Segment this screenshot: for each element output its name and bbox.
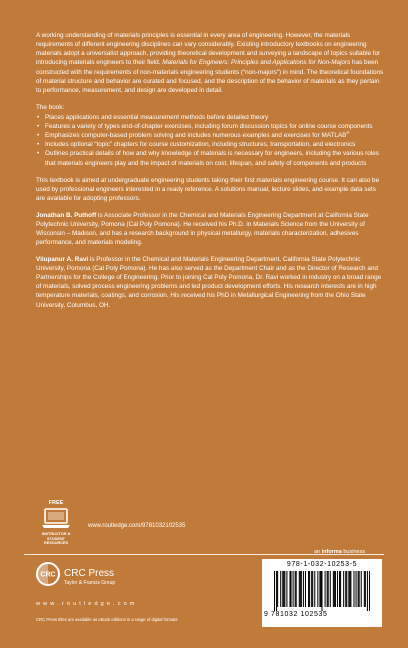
isbn-number: 978-1-032-10253-5: [286, 561, 358, 568]
free-label: FREE: [48, 500, 64, 506]
feature-item: • Features a variety of types end-of-chapter exercises, including forum discussion topics for online course components: [36, 122, 384, 131]
author-bio-text: is Associate Professor in the Chemical and Materials Engineering Department at California State Polytechnic University, Pomona (Cal Poly Pomona). He received his Ph.D. in Materials Science from the University of Wisconsin – Madison, and has a research background in physical metallurgy, materials characterization, adhesives performance, and materials modeling.: [36, 211, 369, 247]
feature-item: • Outlines practical details of how and why knowledge of materials is necessary for engineers, including the various roles that materials engineers play and the impact of materials on cost, lifespan, and safety of components and products: [36, 149, 384, 167]
crc-logo-text: CRC: [40, 571, 56, 579]
features-heading: The book:: [36, 103, 65, 111]
informa-suffix: business: [341, 549, 366, 555]
publisher-url[interactable]: w w w . r o u t l e d g e . c o m: [36, 601, 136, 607]
feature-item-text: Emphasizes computer-based problem solving and includes numerous examples and exercises for MATLAB: [45, 132, 347, 140]
registered-mark: ®: [346, 130, 350, 136]
audience-paragraph: This textbook is aimed at undergraduate engineering students taking their first materials engineering course. It can also be used by professional engineers interested in a ready reference. A solutions manual, lecture slides, and example data sets are available for adopting professors.: [36, 176, 380, 202]
author-bio: [36, 211, 384, 248]
cover-copy: [36, 31, 384, 317]
barcode-digits: 9 781032 102535: [264, 611, 328, 618]
resources-line-1: INSTRUCTOR & STUDENT: [41, 532, 71, 541]
crc-press-logo-icon: [36, 562, 60, 586]
free-resources-badge: [36, 500, 76, 544]
feature-item: • Includes optional “topic” chapters for course customization, including structures, transportation, and electronics: [36, 140, 384, 149]
feature-item: [36, 131, 384, 140]
informa-prefix: an: [314, 549, 322, 555]
author-name: Jonathan B. Puthoff: [36, 211, 97, 219]
intro-paragraph: [36, 31, 384, 95]
book-url[interactable]: www.routledge.com/9781032102535: [88, 523, 186, 529]
resources-line-2: RESOURCES: [43, 541, 69, 545]
author-name: Vilupanur A. Ravi: [36, 255, 89, 263]
intro-text-1: A working understanding of materials principles is essential in every area of engineering. However, the materials requirements of different engineering disciplines can vary considerably. Existing introductory textbooks on engineering materials adopt a universalist approach, providing theoretical development and surveying a landscape of topics suitable for introducing materials engineers to their field.: [36, 32, 381, 67]
publisher-group: Taylor & Francis Group: [64, 580, 116, 586]
features-list: [36, 113, 384, 168]
intro-text-2: has been constructed with the requirements of non-materials engineering students (“non-majors”) in mind. The theoretical foundations of material structure and behavior are curated and focused, and the description of the behavior of materials as they pertain to performance, measurement, and design are developed in detail.: [36, 59, 384, 94]
book-title-italic: Materials for Engineers: Principles and Applications for Non-Majors: [162, 59, 351, 67]
isbn-barcode: [262, 559, 382, 627]
feature-item: • Places applications and essential measurement methods before detailed theory: [36, 113, 384, 122]
informa-brand: informa: [321, 549, 342, 555]
author-bio: [36, 255, 384, 310]
publisher-name: CRC Press: [64, 568, 115, 579]
barcode-bars: [274, 571, 370, 611]
computer-icon: [40, 508, 72, 530]
informa-business-tag: [314, 549, 365, 555]
author-bio-text: is Professor in the Chemical and Materials Engineering Department, California State Polytechnic University, Pomona (Cal Poly Pomona). He has also served as the Department Chair and as the Director of Research and Partnerships for the College of Engineering. Prior to joining Cal Poly Pomona, Dr. Ravi worked in industry on a broad range of materials, solved process engineering problems and led product development efforts. His research interests are in high temperature materials, coatings, and corrosion. His received his PhD in Metallurgical Engineering from the Ohio State University, Columbus, OH.: [36, 255, 382, 309]
ebook-note: CRC Press titles are available as eBook editions in a range of digital formats: [36, 617, 178, 622]
